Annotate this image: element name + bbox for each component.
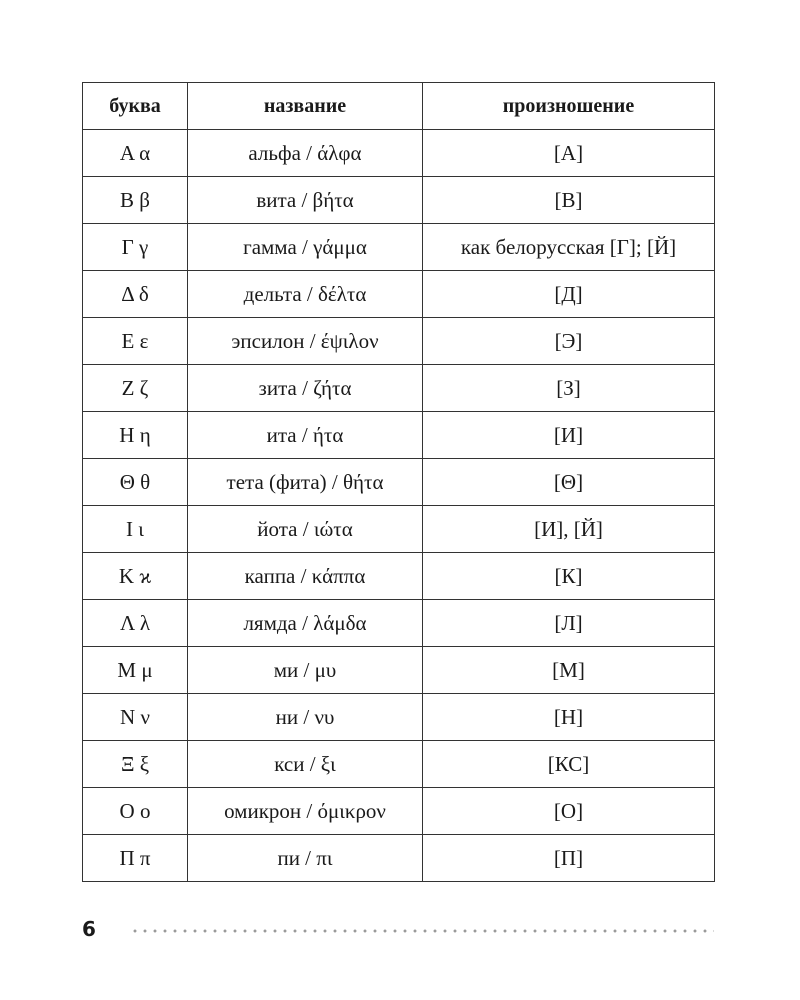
name-cell: зита / ζήτα — [188, 365, 423, 412]
table-row — [83, 788, 715, 835]
table-row — [83, 271, 715, 318]
pronunciation-cell: [Э] — [423, 318, 715, 365]
table-row — [83, 412, 715, 459]
letter-cell: Β β — [83, 177, 188, 224]
letter-cell: Α α — [83, 130, 188, 177]
name-cell: альфа / άλφα — [188, 130, 423, 177]
page-number: 6 — [82, 917, 96, 941]
name-cell: дельта / δέλτα — [188, 271, 423, 318]
pronunciation-cell: [КС] — [423, 741, 715, 788]
letter-cell: Θ θ — [83, 459, 188, 506]
name-cell: каппа / κάππα — [188, 553, 423, 600]
table-row — [83, 177, 715, 224]
pronunciation-cell: [З] — [423, 365, 715, 412]
letter-cell: Π π — [83, 835, 188, 882]
header-pronunciation: произношение — [423, 83, 715, 130]
name-cell: кси / ξι — [188, 741, 423, 788]
letter-cell: Ε ε — [83, 318, 188, 365]
pronunciation-cell: [В] — [423, 177, 715, 224]
table-row — [83, 647, 715, 694]
table-row — [83, 130, 715, 177]
pronunciation-cell: [Д] — [423, 271, 715, 318]
pronunciation-cell: как белорусская [Г]; [Й] — [423, 224, 715, 271]
table-row — [83, 318, 715, 365]
page-footer — [82, 914, 714, 944]
pronunciation-cell: [О] — [423, 788, 715, 835]
name-cell: ни / νυ — [188, 694, 423, 741]
name-cell: пи / πι — [188, 835, 423, 882]
name-cell: вита / βήτα — [188, 177, 423, 224]
letter-cell: Λ λ — [83, 600, 188, 647]
name-cell: тета (фита) / θήτα — [188, 459, 423, 506]
name-cell: йота / ιώτα — [188, 506, 423, 553]
header-letter: буква — [83, 83, 188, 130]
letter-cell: Η η — [83, 412, 188, 459]
table-row — [83, 835, 715, 882]
letter-cell: Ξ ξ — [83, 741, 188, 788]
pronunciation-cell: [К] — [423, 553, 715, 600]
header-name: название — [188, 83, 423, 130]
table-row — [83, 694, 715, 741]
name-cell: лямда / λάμδα — [188, 600, 423, 647]
greek-alphabet-table — [82, 82, 715, 882]
table-body — [83, 130, 715, 882]
letter-cell: Ο ο — [83, 788, 188, 835]
letter-cell: Μ μ — [83, 647, 188, 694]
table-row — [83, 224, 715, 271]
pronunciation-cell: [Л] — [423, 600, 715, 647]
dotted-rule — [130, 929, 714, 933]
table-row — [83, 553, 715, 600]
name-cell: ита / ήτα — [188, 412, 423, 459]
pronunciation-cell: [И] — [423, 412, 715, 459]
letter-cell: Ι ι — [83, 506, 188, 553]
table-row — [83, 741, 715, 788]
name-cell: омикрон / όμικρον — [188, 788, 423, 835]
pronunciation-cell: [А] — [423, 130, 715, 177]
table-header-row — [83, 83, 715, 130]
name-cell: эпсилон / έψιλον — [188, 318, 423, 365]
table-row — [83, 506, 715, 553]
pronunciation-cell: [И], [Й] — [423, 506, 715, 553]
table-row — [83, 365, 715, 412]
pronunciation-cell: [Н] — [423, 694, 715, 741]
letter-cell: Ζ ζ — [83, 365, 188, 412]
name-cell: ми / μυ — [188, 647, 423, 694]
name-cell: гамма / γάμμα — [188, 224, 423, 271]
letter-cell: Γ γ — [83, 224, 188, 271]
pronunciation-cell: [Θ] — [423, 459, 715, 506]
letter-cell: Δ δ — [83, 271, 188, 318]
pronunciation-cell: [М] — [423, 647, 715, 694]
pronunciation-cell: [П] — [423, 835, 715, 882]
letter-cell: Κ ϰ — [83, 553, 188, 600]
table-row — [83, 600, 715, 647]
letter-cell: Ν ν — [83, 694, 188, 741]
table-row — [83, 459, 715, 506]
